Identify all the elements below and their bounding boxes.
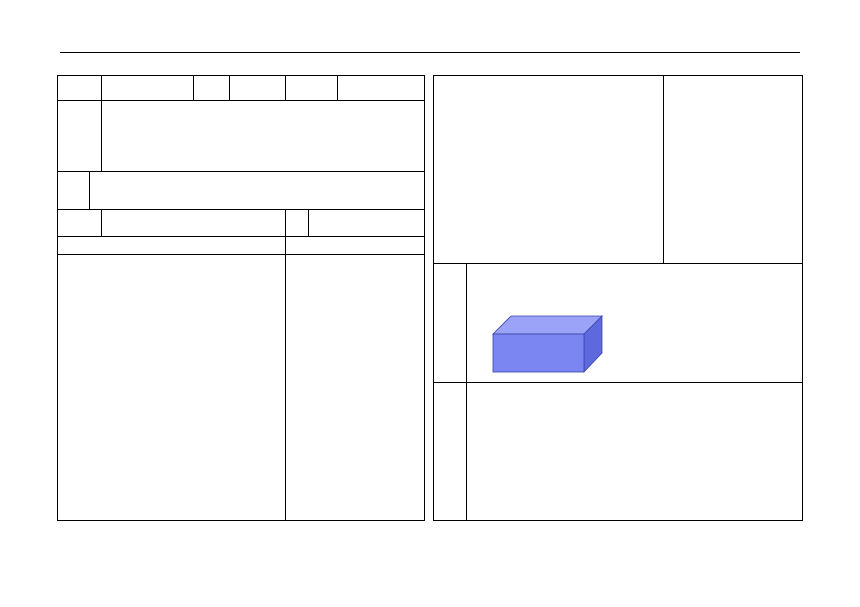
lesson-plan-table <box>57 75 425 521</box>
right-table <box>433 75 803 521</box>
cuboid-figure <box>492 315 604 375</box>
cuboid-front-face <box>493 334 584 372</box>
page-header <box>0 30 860 45</box>
cuboid-top-face <box>493 316 602 334</box>
header-rule <box>60 52 800 53</box>
